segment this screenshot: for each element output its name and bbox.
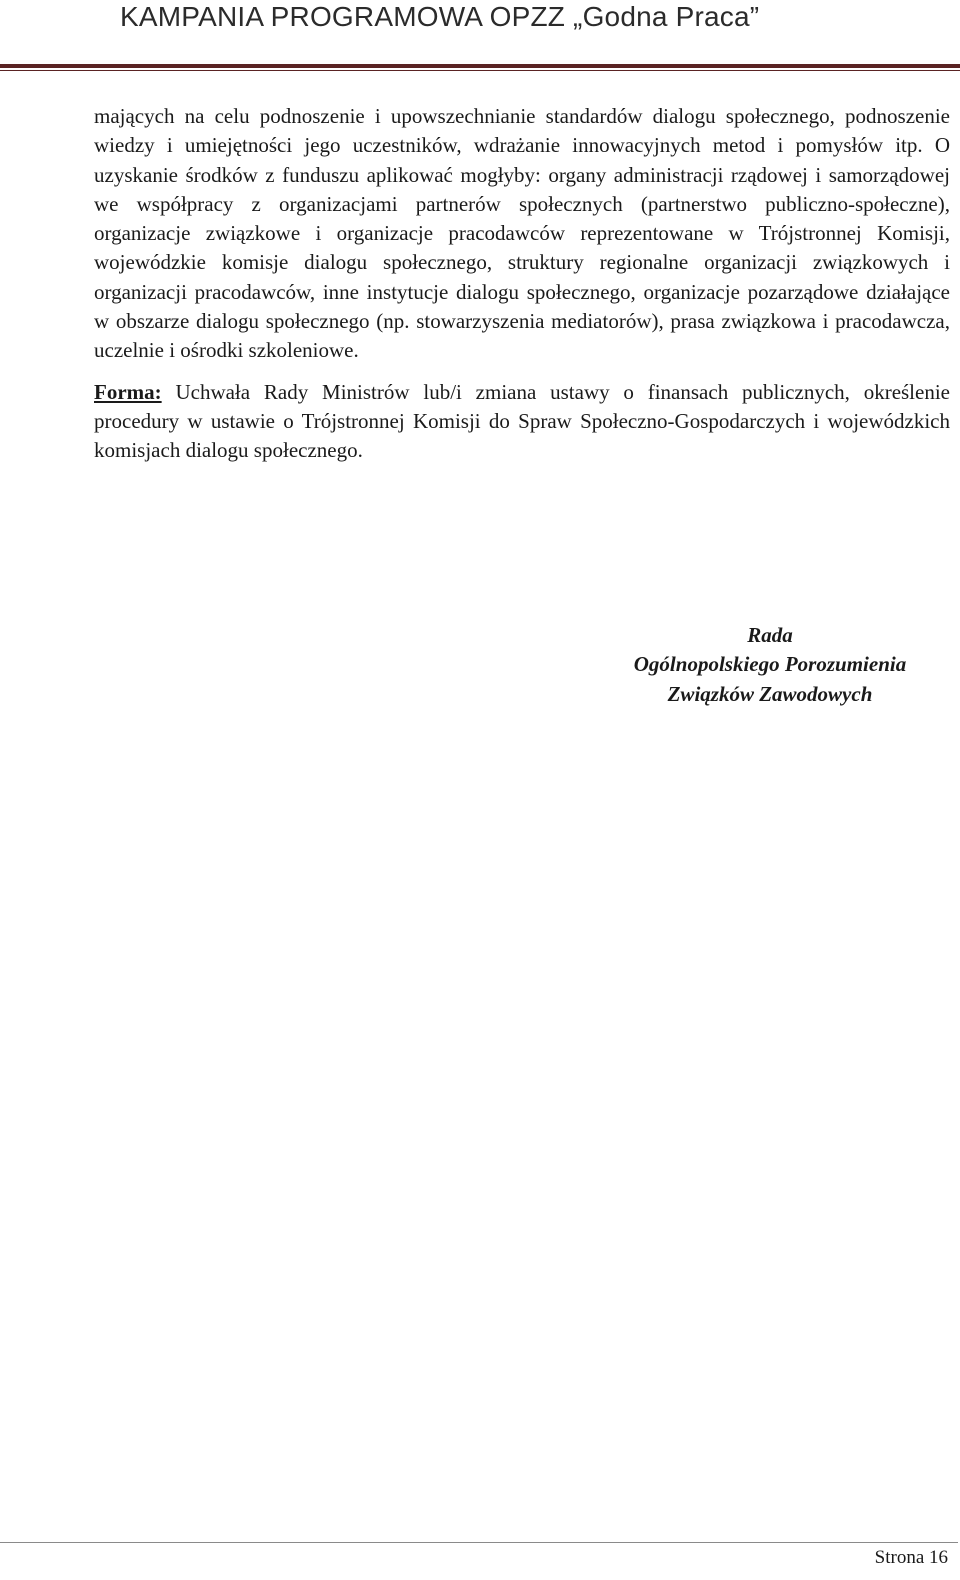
signature-line-2: Ogólnopolskiego Porozumienia [633,652,907,677]
page-header-title: KAMPANIA PROGRAMOWA OPZZ „Godna Praca” [120,1,760,32]
signature-line-1: Rada [747,623,793,647]
forma-text: Uchwała Rady Ministrów lub/i zmiana ustawy o finansach publicznych, określenie procedury w ustawie o Trójstronnej Komisji do Spraw Społeczno-Gospodarczych i wojewódzkich komisjach dialogu społecznego. [94,379,950,463]
header-rule-thin [0,70,960,71]
header-rule-thick [0,64,960,68]
signature-block [590,621,950,709]
body-paragraph: mających na celu podnoszenie i upowszechnianie standardów dialogu społecznego, podnoszenie wiedzy i umiejętności jego uczestników, wdrażanie innowacyjnych metod i pomysłów itp. O uzyskanie środków z funduszu aplikować mogłyby: organy administracji rządowej i samorządowej we współpracy z organizacjami partnerów społecznych (partnerstwo publiczno-społeczne), organizacje związkowe i organizacje pracodawców reprezentowane w Trójstronnej Komisji, wojewódzkie komisje dialogu społecznego, struktury regionalne organizacji związkowych i organizacji pracodawców, inne instytucje dialogu społecznego, organizacje pozarządowe działające w obszarze dialogu społecznego (np. stowarzyszenia mediatorów), prasa związkowa i pracodawcza, uczelnie i ośrodki szkoleniowe. [94,104,950,363]
forma-label: Forma: [94,379,162,404]
document-body [94,102,950,466]
forma-paragraph [94,378,950,466]
page-number: Strona 16 [874,1547,948,1568]
footer-rule [0,1542,958,1543]
signature-line-3: Związków Zawodowych [667,681,873,706]
